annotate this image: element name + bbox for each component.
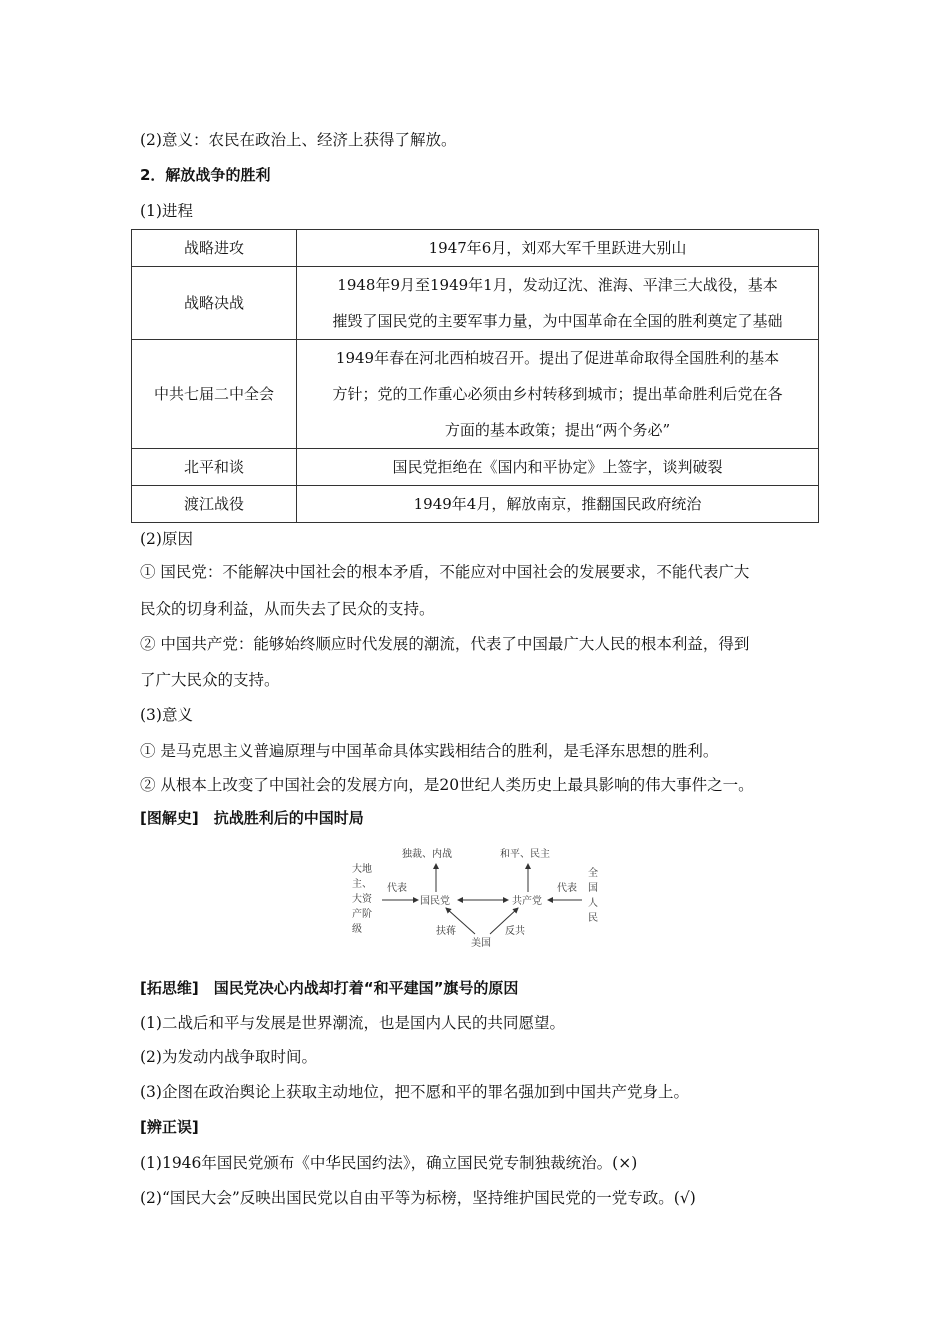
fuchi-label: 扶蒋 [436,926,456,937]
section-heading-liberation-war: 2．解放战争的胜利 [140,166,271,184]
tuosi-item-2: (2)为发动内战争取时间。 [140,1048,317,1066]
table-cell-key: 中共七届二中全会 [132,340,297,449]
tuosi-item-1: (1)二战后和平与发展是世界潮流，也是国内人民的共同愿望。 [140,1014,565,1032]
table-cell-key: 渡江战役 [132,486,297,523]
left-group-line: 级 [352,924,362,935]
left-group-line: 产阶 [352,909,372,920]
process-table [131,229,819,523]
meaning-item-1: ① 是马克思主义普遍原理与中国革命具体实践相结合的胜利，是毛泽东思想的胜利。 [140,742,719,760]
meaning-item-2: ② 从根本上改变了中国社会的发展方向，是20世纪人类历史上最具影响的伟大事件之一。 [140,776,754,794]
reason-cpc-line1: ② 中国共产党：能够始终顺应时代发展的潮流，代表了中国最广大人民的根本利益，得到 [140,635,750,653]
duzai-label: 独裁、内战 [402,849,452,860]
kmt-node: 国民党 [420,896,450,907]
table-row [132,449,819,486]
table-row [132,340,819,449]
situation-diagram [340,842,610,952]
table-row [132,486,819,523]
bianzheng-item-2: (2)“国民大会”反映出国民党以自由平等为标榜，坚持维护国民党的一党专政。(√) [140,1189,696,1207]
table-cell-key: 战略进攻 [132,230,297,267]
table-cell-value: 国民党拒绝在《国内和平协定》上签字，谈判破裂 [297,449,819,486]
usa-node: 美国 [471,938,491,949]
daibiao-right-label: 代表 [557,883,577,894]
table-row [132,230,819,267]
table-cell-value: 1949年4月，解放南京，推翻国民政府统治 [297,486,819,523]
bianzheng-item-1: (1)1946年国民党颁布《中华民国约法》，确立国民党专制独裁统治。(×) [140,1154,638,1172]
reason-kmt-line2: 民众的切身利益，从而失去了民众的支持。 [140,600,435,618]
fangong-label: 反共 [505,926,525,937]
tuosi-heading: [拓思维] 国民党决心内战却打着“和平建国”旗号的原因 [140,979,519,997]
table-cell-value: 1947年6月，刘邓大军千里跃进大别山 [297,230,819,267]
table-cell-value: 1949年春在河北西柏坡召开。提出了促进革命取得全国胜利的基本 方针；党的工作重心必须由乡村转移到城市；提出革命胜利后党在各 方面的基本政策；提出“两个务必” [297,340,819,449]
left-group-line: 主、 [352,879,372,890]
meaning-label: (3)意义 [140,706,193,724]
daibiao-left-label: 代表 [387,883,407,894]
reason-kmt-line1: ① 国民党：不能解决中国社会的根本矛盾，不能应对中国社会的发展要求，不能代表广大 [140,563,750,581]
table-cell-key: 战略决战 [132,267,297,340]
left-group-line: 大资 [352,894,372,905]
tuosi-item-3: (3)企图在政治舆论上获取主动地位，把不愿和平的罪名强加到中国共产党身上。 [140,1083,689,1101]
bianzheng-heading: [辨正误] [140,1118,199,1136]
table-row [132,267,819,340]
cpc-node: 共产党 [512,896,542,907]
right-group-line: 民 [588,913,598,924]
right-group-line: 国 [588,883,598,894]
left-group-line: 大地 [352,864,372,875]
right-group-line: 人 [588,898,598,909]
reason-cpc-line2: 了广大民众的支持。 [140,671,280,689]
table-cell-value: 1948年9月至1949年1月，发动辽沈、淮海、平津三大战役，基本 摧毁了国民党的主要军事力量，为中国革命在全国的胜利奠定了基础 [297,267,819,340]
heping-label: 和平、民主 [500,849,550,860]
tujie-heading: [图解史] 抗战胜利后的中国时局 [140,809,364,827]
reason-label: (2)原因 [140,530,193,548]
right-group-line: 全 [588,868,598,879]
table-cell-key: 北平和谈 [132,449,297,486]
process-label: (1)进程 [140,202,193,220]
paragraph-land-reform-meaning: (2)意义：农民在政治上、经济上获得了解放。 [140,131,457,149]
